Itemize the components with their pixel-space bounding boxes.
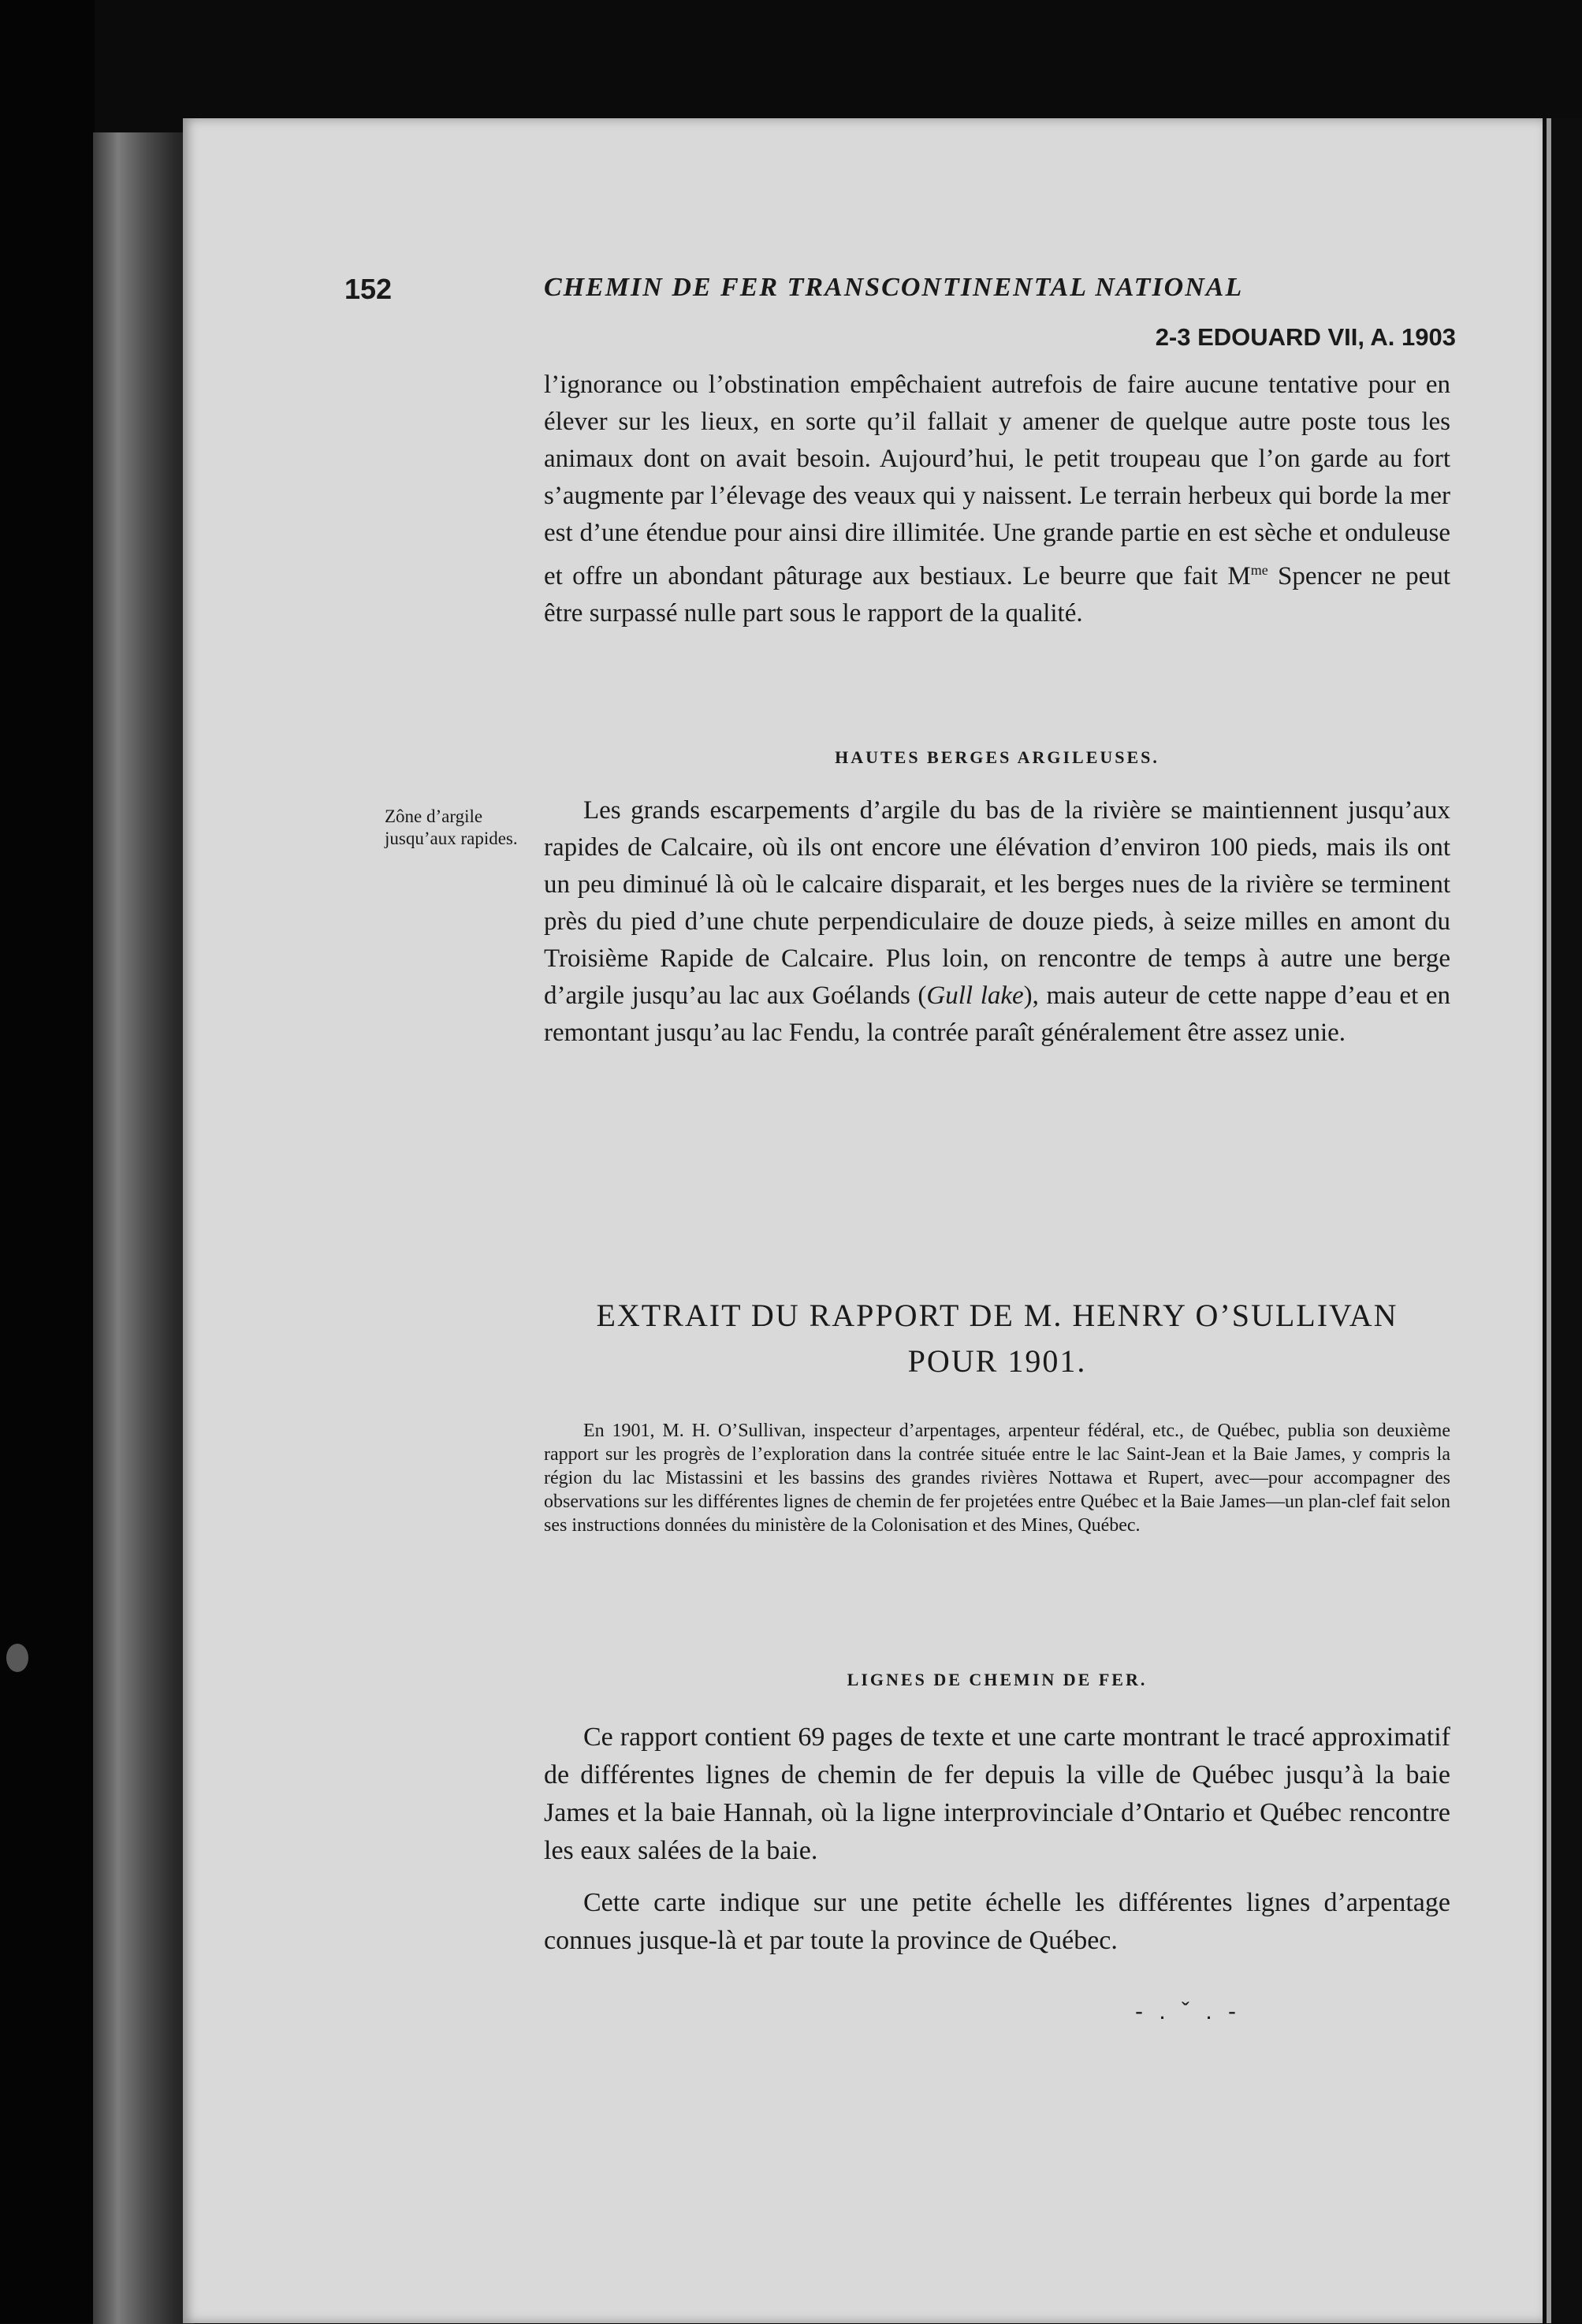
end-mark: - . ˇ . -	[1135, 1998, 1241, 2024]
book-spine	[93, 132, 194, 2324]
paragraph-text: l’ignorance ou l’obstination empêchaient autrefois de faire aucune tentative pour en élever sur les lieux, en sorte qu’il fallait y amener de quelque autre poste tous les animaux dont on avait besoin. Aujourd’hui, le petit troupeau que l’on garde au fort s’augmente par l’élevage des veaux qui y naissent. Le terrain herbeux qui borde la mer est d’une étendue pour ainsi dire illimitée. Une grande partie en est sèche et onduleuse et offre un abondant pâturage aux bestiaux. Le beurre que fait M	[544, 371, 1450, 590]
superscript: me	[1250, 562, 1268, 578]
section-heading-hautes-berges: HAUTES BERGES ARGILEUSES.	[835, 747, 1160, 767]
page-number: 152	[344, 273, 393, 305]
paragraph-text-end: ), mais auteur de cette nappe d’eau et en remontant jusqu’au lac Fendu, la contrée paraît généralement être assez unie.	[544, 981, 1450, 1047]
section-heading-lignes: LIGNES DE CHEMIN DE FER.	[847, 1670, 1148, 1689]
report-title-line2: POUR 1901.	[907, 1343, 1087, 1379]
paragraph-map: Cette carte indique sur une petite échelle les différentes lignes d’arpentage connues jusque-là et par toute la province de Québec.	[544, 1888, 1450, 1955]
paragraph-report-content: Ce rapport contient 69 pages de texte et une carte montrant le tracé approximatif de différentes lignes de chemin de fer depuis la ville de Québec jusqu’à la baie James et la baie Hannah, où la ligne interprovinciale d’Ontario et Québec rencontre les eaux salées de la baie.	[544, 1723, 1450, 1865]
scan-artifact	[6, 1644, 28, 1672]
paragraph-text: Les grands escarpements d’argile du bas de la rivière se maintiennent jusqu’aux rapides de Calcaire, où ils ont encore une élévation d’environ 100 pieds, mais ils ont un peu diminué là où le calcaire disparait, et les berges nues de la rivière se terminent près du pied d’une chute perpendiculaire de douze pieds, à seize milles en amont du Troisième Rapide de Calcaire. Plus loin, on rencontre de temps à autre une berge d’argile jusqu’au lac aux Goélands (	[544, 796, 1450, 1010]
paragraph-cattle	[544, 367, 1450, 632]
report-title	[544, 1293, 1450, 1384]
next-page-edge	[1547, 118, 1551, 2323]
italic-place-name: Gull lake	[926, 981, 1024, 1010]
report-title-line1: EXTRAIT DU RAPPORT DE M. HENRY O’SULLIVAN	[596, 1298, 1398, 1333]
scan-left-margin	[0, 0, 95, 2323]
margin-note: Zône d’argile jusqu’aux rapides.	[385, 806, 518, 848]
paragraph-text-end: Spencer ne peut être surpassé nulle part sous le rapport de la qualité.	[544, 562, 1450, 628]
report-summary: En 1901, M. H. O’Sullivan, inspecteur d’arpentages, arpenteur fédéral, etc., de Québec, publia son deuxième rapport sur les progrès de l’exploration dans la contrée située entre le lac Saint-Jean et la Baie James, y compris la région du lac Mistassini et les bassins des grandes rivières Nottawa et Rupert, avec—pour accompagner des observations sur les différentes lignes de chemin de fer projetées entre Québec et la Baie James—un plan-clef fait selon ses instructions données du ministère de la Colonisation et des Mines, Québec.	[544, 1421, 1450, 1536]
running-title: CHEMIN DE FER TRANSCONTINENTAL NATIONAL	[544, 273, 1244, 302]
session-label: 2-3 EDOUARD VII, A. 1903	[1155, 323, 1456, 351]
paragraph-clay-banks	[544, 792, 1450, 1052]
